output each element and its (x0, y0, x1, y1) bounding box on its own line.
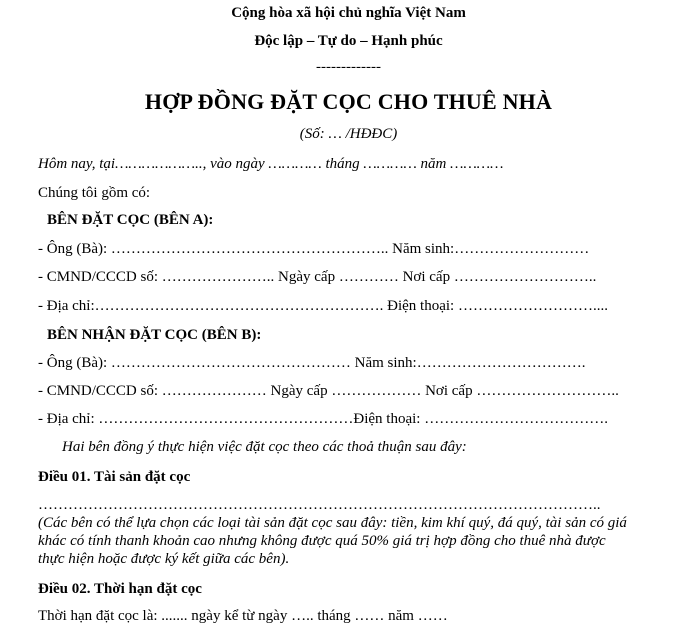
party-a-address: - Địa chỉ:…………………………………………………. Điện thoại: ……………………….... (38, 298, 608, 314)
party-a-id: - CMND/CCCD số: ………………….. Ngày cấp ………… Nơi cấp ……………………….. (38, 269, 597, 285)
article-1-note-line-2: khác có tính thanh khoản cao nhưng không được quá 50% giá trị hợp đồng cho thuê nhà được (38, 533, 606, 549)
agreement-statement: Hai bên đồng ý thực hiện việc đặt cọc theo các thoả thuận sau đây: (62, 439, 467, 455)
article-2-text: Thời hạn đặt cọc là: ....... ngày kể từ ngày ….. tháng …… năm …… (38, 608, 448, 624)
document-number: (Số: … /HĐĐC) (299, 126, 398, 142)
article-2-heading: Điều 02. Thời hạn đặt cọc (38, 581, 202, 597)
party-b-address: - Địa chỉ: ……………………………………………Điện thoại: ………………………………. (38, 411, 608, 427)
party-b-id: - CMND/CCCD số: ………………… Ngày cấp ……………… Nơi cấp ……………………….. (38, 383, 619, 399)
party-b-name: - Ông (Bà): ………………………………………… Năm sinh:……………………………. (38, 355, 586, 371)
party-a-name: - Ông (Bà): ……………………………………………….. Năm sinh:……………………… (38, 241, 590, 257)
party-b-heading: BÊN NHẬN ĐẶT CỌC (BÊN B): (47, 327, 262, 343)
article-1-fill-line: ………………………………………………………………………………………………….. (38, 497, 601, 513)
party-a-heading: BÊN ĐẶT CỌC (BÊN A): (47, 212, 214, 228)
article-1-note-line-3: thực hiện hoặc được ký kết giữa các bên). (38, 551, 290, 567)
document-title: HỢP ĐỒNG ĐẶT CỌC CHO THUÊ NHÀ (144, 89, 553, 114)
parties-intro: Chúng tôi gồm có: (38, 185, 151, 201)
article-1-heading: Điều 01. Tài sản đặt cọc (38, 469, 191, 485)
article-1-note-line-1: (Các bên có thể lựa chọn các loại tài sản đặt cọc sau đây: tiền, kim khí quý, đá quý, tài sản có giá (38, 515, 627, 531)
nation-name: Cộng hòa xã hội chủ nghĩa Việt Nam (231, 5, 466, 21)
intro-line: Hôm nay, tại……………….., vào ngày ………… tháng ………… năm ………… (38, 156, 504, 172)
national-motto: Độc lập – Tự do – Hạnh phúc (254, 33, 443, 49)
header-separator: ------------- (316, 59, 381, 75)
